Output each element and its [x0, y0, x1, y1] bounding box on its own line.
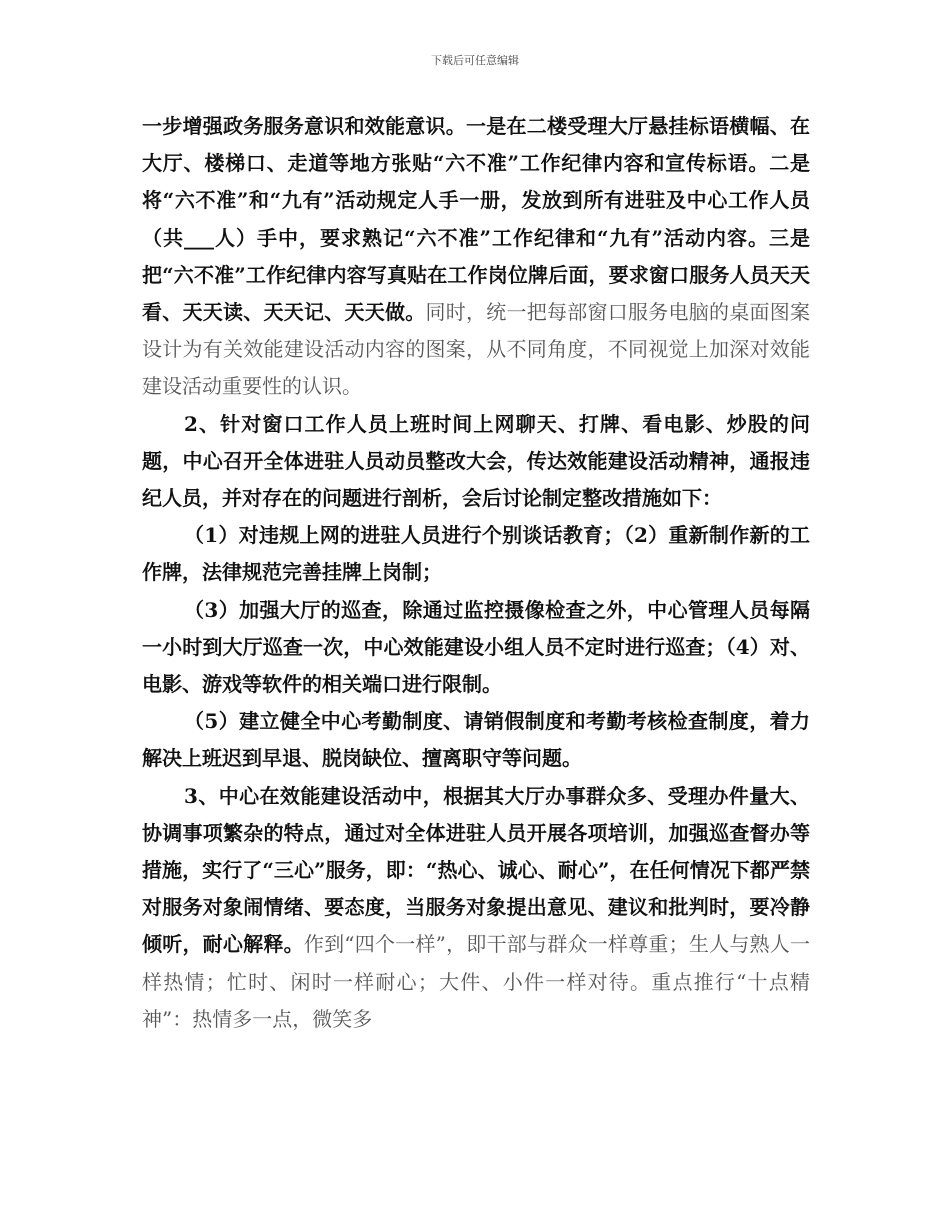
paragraph-1-main: 一步增强政务服务意识和效能意识。一是在二楼受理大厅悬挂标语横幅、在大厅、楼梯口、走道等地方张贴“六不准”工作纪律内容和宣传标语。二是将“六不准”和“九有”活动规定人手一册，发放到所有进驻及中心工作人员（共___人）手中，要求熟记“六不准”工作纪律和“九有”活动内容。三是把“六不准”工作纪律内容写真贴在工作岗位牌后面，要求窗口服务人员天天看、天天读、天天记、天天做。: [142, 114, 810, 325]
page-header-note: 下载后可任意编辑: [431, 54, 519, 67]
paragraph-3: （1）对违规上网的进驻人员进行个别谈话教育；（2）重新制作新的工作牌，法律规范完善挂牌上岗制；: [142, 523, 810, 585]
paragraph-1-continuation: 同时，统一把每部窗口服务电脑的桌面图案设计为有关效能建设活动内容的图案，从不同角度，不同视觉上加深对效能建设活动重要性的认识。: [142, 300, 810, 399]
paragraph-6-continuation: 作到“四个一样”，即干部与群众一样尊重；生人与熟人一样热情；忙时、闲时一样耐心；大件、小件一样对待。重点推行“十点精神”：热情多一点，微笑多: [142, 932, 811, 1031]
paragraph-6: [142, 778, 810, 1038]
paragraph-6-main: 3、中心在效能建设活动中，根据其大厅办事群众多、受理办件量大、协调事项繁杂的特点，通过对全体进驻人员开展各项培训，加强巡查督办等措施，实行了“三心”服务，即：“热心、诚心、耐心”，在任何情况下都严禁对服务对象闹情绪、要态度，当服务对象提出意见、建议和批判时，要冷静倾听，耐心解释。: [142, 783, 810, 957]
paragraph-1: [142, 108, 810, 406]
paragraph-5: （5）建立健全中心考勤制度、请销假制度和考勤考核检查制度，着力解决上班迟到早退、脱岗缺位、擅离职守等问题。: [142, 709, 810, 771]
document-body: [142, 108, 810, 1038]
paragraph-4: （3）加强大厅的巡查，除通过监控摄像检查之外，中心管理人员每隔一小时到大厅巡查一次，中心效能建设小组人员不定时进行巡查；（4）对、电影、游戏等软件的相关端口进行限制。: [142, 597, 810, 697]
paragraph-2: 2、针对窗口工作人员上班时间上网聊天、打牌、看电影、炒股的问题，中心召开全体进驻人员动员整改大会，传达效能建设活动精神，通报违纪人员，并对存在的问题进行剖析，会后讨论制定整改措施如下：: [142, 411, 810, 511]
